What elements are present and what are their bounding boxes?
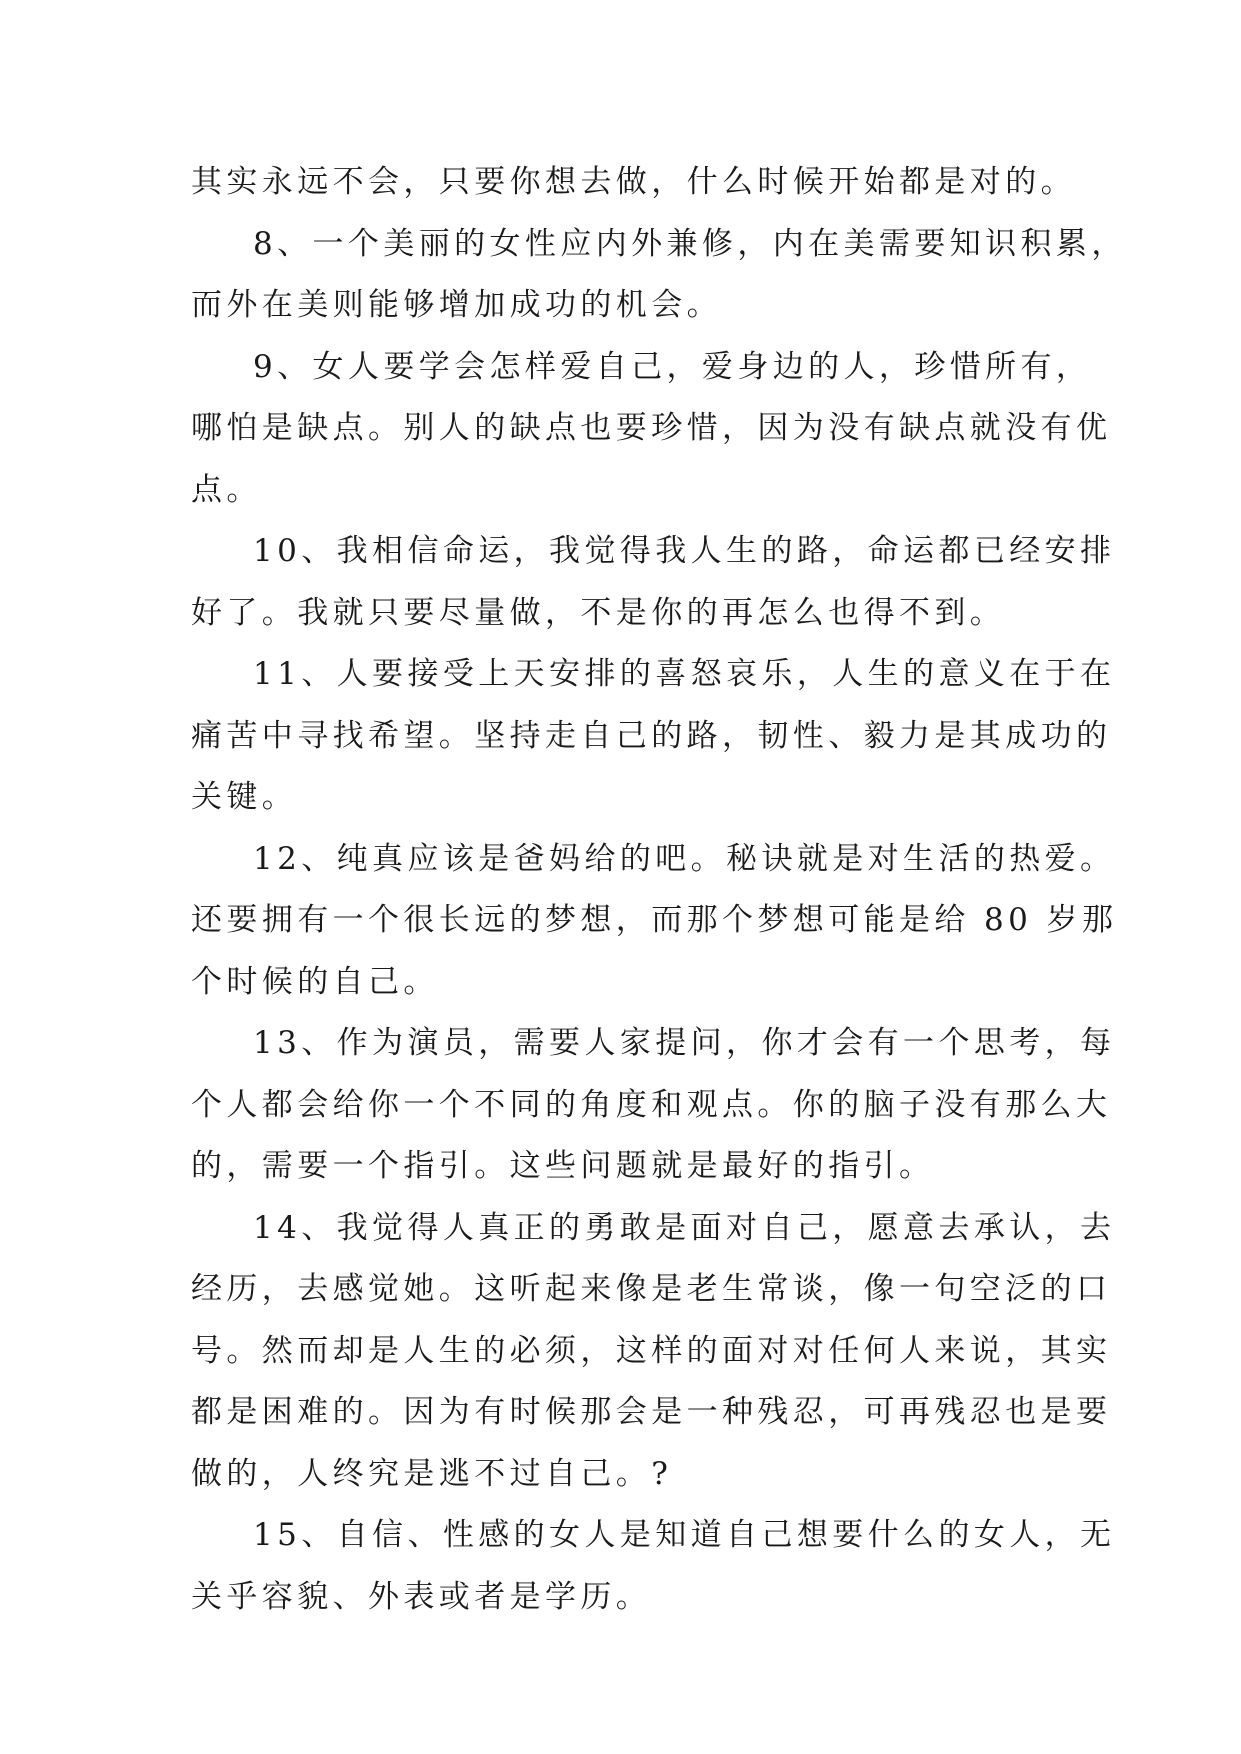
text-line: 号。然而却是人生的必须，这样的面对对任何人来说，其实 [191,1332,1112,1369]
text-line: 都是困难的。因为有时候那会是一种残忍，可再残忍也是要 [191,1394,1112,1430]
text-line: 经历，去感觉她。这听起来像是老生常谈，像一句空泛的口 [191,1271,1112,1307]
text-line: 个人都会给你一个不同的角度和观点。你的脑子没有那么大 [191,1086,1112,1123]
text-line: 好了。我就只要尽量做，不是你的再怎么也得不到。 [191,594,1006,631]
paragraph-12 [191,829,1118,1014]
text-line: 还要拥有一个很长远的梦想，而那个梦想可能是给 80 岁那 [191,902,1118,938]
paragraph-11 [191,644,1116,829]
text-line: 12、纯真应该是爸妈给的吧。秘诀就是对生活的热爱。 [253,840,1116,877]
paragraph-8 [191,214,1127,337]
text-line: 关乎容貌、外表或者是学历。 [191,1578,652,1615]
paragraph-13 [191,1013,1116,1198]
text-line: 其实永远不会，只要你想去做，什么时候开始都是对的。 [191,164,1076,200]
text-line: 点。 [191,471,262,508]
text-line: 关键。 [191,779,298,815]
document-body [191,152,1127,1628]
paragraph-9 [191,337,1112,522]
text-line: 14、我觉得人真正的勇敢是面对自己，愿意去承认，去 [253,1209,1116,1246]
text-line: 做的，人终究是逃不过自己。? [191,1455,673,1492]
text-line: 哪怕是缺点。别人的缺点也要珍惜，因为没有缺点就没有优 [191,410,1112,446]
text-line: 8、一个美丽的女性应内外兼修，内在美需要知识积累， [253,225,1127,262]
paragraph-7-continuation [191,152,1076,214]
text-line: 15、自信、性感的女人是知道自己想要什么的女人，无 [253,1517,1116,1553]
paragraph-15 [191,1505,1116,1628]
paragraph-14 [191,1198,1116,1506]
text-line: 13、作为演员，需要人家提问，你才会有一个思考，每 [253,1025,1116,1061]
text-line: 而外在美则能够增加成功的机会。 [191,287,722,323]
paragraph-10 [191,521,1116,644]
text-line: 个时候的自己。 [191,963,439,1000]
text-line: 痛苦中寻找希望。坚持走自己的路，韧性、毅力是其成功的 [191,717,1112,754]
text-line: 10、我相信命运，我觉得我人生的路，命运都已经安排 [253,533,1116,569]
text-line: 的，需要一个指引。这些问题就是最好的指引。 [191,1148,935,1184]
text-line: 11、人要接受上天安排的喜怒哀乐，人生的意义在于在 [253,656,1116,692]
text-line: 9、女人要学会怎样爱自己，爱身边的人，珍惜所有， [253,348,1092,385]
